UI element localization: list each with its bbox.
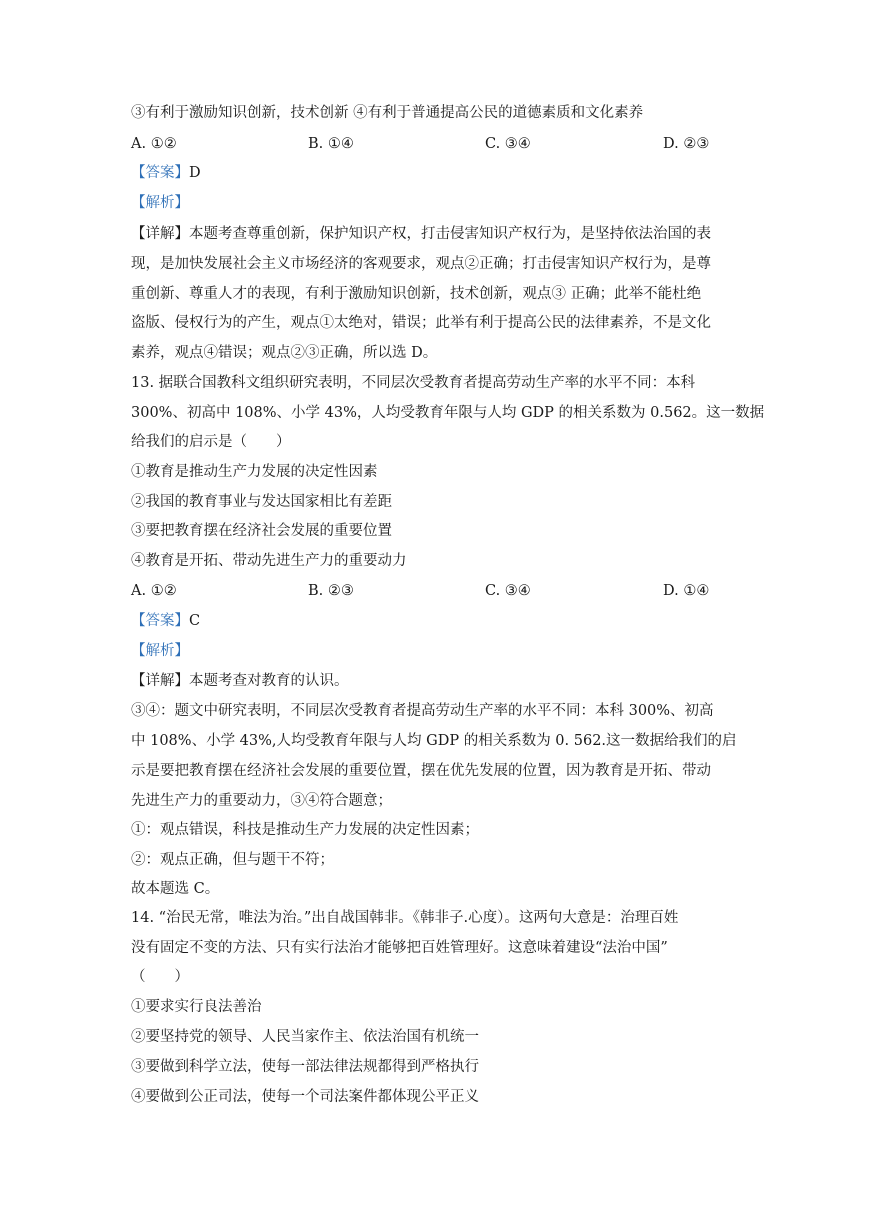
q12-detail-line: 现，是加快发展社会主义市场经济的客观要求，观点②正确；打击侵害知识产权行为，是尊: [131, 256, 711, 272]
q12-options: [131, 134, 741, 154]
q13-option-d: D. ①④: [663, 583, 710, 599]
q13-detail-line: 先进生产力的重要动力，③④符合题意；: [131, 793, 392, 809]
q13-detail-line: 示是要把教育摆在经济社会发展的重要位置，摆在优先发展的位置，因为教育是开拓、带动: [131, 763, 711, 779]
q14-statement: ②要坚持党的领导、人民当家作主、依法治国有机统一: [131, 1029, 479, 1045]
q12-analysis: [131, 193, 741, 213]
q13-analysis: [131, 641, 741, 661]
q14-statement: ③要做到科学立法，使每一部法律法规都得到严格执行: [131, 1059, 479, 1075]
q13-option-c: C. ③④: [485, 583, 531, 599]
q13-detail-line: 中 108%、小学 43%,人均受教育年限与人均 GDP 的相关系数为 0. 562.这一数据给我们的启: [131, 733, 737, 749]
q13-detail-line: ②：观点正确，但与题干不符；: [131, 852, 334, 868]
q13-statement: ④教育是开拓、带动先进生产力的重要动力: [131, 553, 407, 569]
q13-detail-line: [131, 671, 741, 691]
q13-option-b: B. ②③: [308, 583, 354, 599]
q14-statement: ①要求实行良法善治: [131, 999, 262, 1015]
answer-tag: 【答案】: [131, 613, 189, 629]
q13-detail-line: 故本题选 C。: [131, 881, 220, 897]
analysis-tag: 【解析】: [131, 195, 189, 211]
detail-tag: 【详解】: [131, 673, 189, 689]
q12-answer: [131, 163, 741, 183]
q13-options: [131, 581, 741, 601]
detail-tag: 【详解】: [131, 226, 189, 242]
q13-stem-line: 13. 据联合国教科文组织研究表明，不同层次受教育者提高劳动生产率的水平不同：本科: [131, 375, 696, 391]
q13-statement: ①教育是推动生产力发展的决定性因素: [131, 464, 378, 480]
q12-option-d: D. ②③: [663, 136, 710, 152]
q12-detail-line: [131, 224, 741, 244]
q13-option-a: A. ①②: [131, 583, 177, 599]
q13-detail-line: ③④：题文中研究表明，不同层次受教育者提高劳动生产率的水平不同：本科 300%、初高: [131, 703, 714, 719]
q12-detail-line: 盗版、侵权行为的产生，观点①太绝对，错误；此举有利于提高公民的法律素养，不是文化: [131, 315, 711, 331]
q12-detail-line: 素养，观点④错误；观点②③正确，所以选 D。: [131, 345, 438, 361]
q12-option-b: B. ①④: [308, 136, 354, 152]
detail-text: 本题考查对教育的认识。: [189, 673, 349, 689]
q13-detail-line: ①：观点错误，科技是推动生产力发展的决定性因素；: [131, 822, 479, 838]
q13-stem-line: 给我们的启示是（ ）: [131, 434, 291, 450]
q13-answer: [131, 611, 741, 631]
analysis-tag: 【解析】: [131, 643, 189, 659]
q14-stem-line: 没有固定不变的方法、只有实行法治才能够把百姓管理好。这意味着建设“法治中国”: [131, 940, 668, 956]
q13-stem-line: 300%、初高中 108%、小学 43%，人均受教育年限与人均 GDP 的相关系数为 0.562。这一数据: [131, 405, 765, 421]
q12-option-c: C. ③④: [485, 136, 531, 152]
answer-value: C: [189, 613, 201, 629]
q14-stem-line: （ ）: [131, 969, 189, 985]
q12-option-a: A. ①②: [131, 136, 177, 152]
q12-detail-line: 重创新、尊重人才的表现，有利于激励知识创新，技术创新，观点③ 正确；此举不能杜绝: [131, 286, 702, 302]
answer-value: D: [189, 165, 201, 181]
answer-tag: 【答案】: [131, 165, 189, 181]
detail-text: 本题考查尊重创新，保护知识产权，打击侵害知识产权行为，是坚持依法治国的表: [189, 226, 711, 242]
q14-stem-line: 14. “治民无常，唯法为治。”出自战国韩非。《韩非子.心度）。这两句大意是：治理百姓: [131, 910, 679, 926]
q13-statement: ③要把教育摆在经济社会发展的重要位置: [131, 523, 392, 539]
q12-statement-3-4: ③有利于激励知识创新，技术创新 ④有利于普通提高公民的道德素质和文化素养: [131, 105, 644, 121]
q13-statement: ②我国的教育事业与发达国家相比有差距: [131, 494, 392, 510]
q14-statement: ④要做到公正司法，使每一个司法案件都体现公平正义: [131, 1089, 479, 1105]
